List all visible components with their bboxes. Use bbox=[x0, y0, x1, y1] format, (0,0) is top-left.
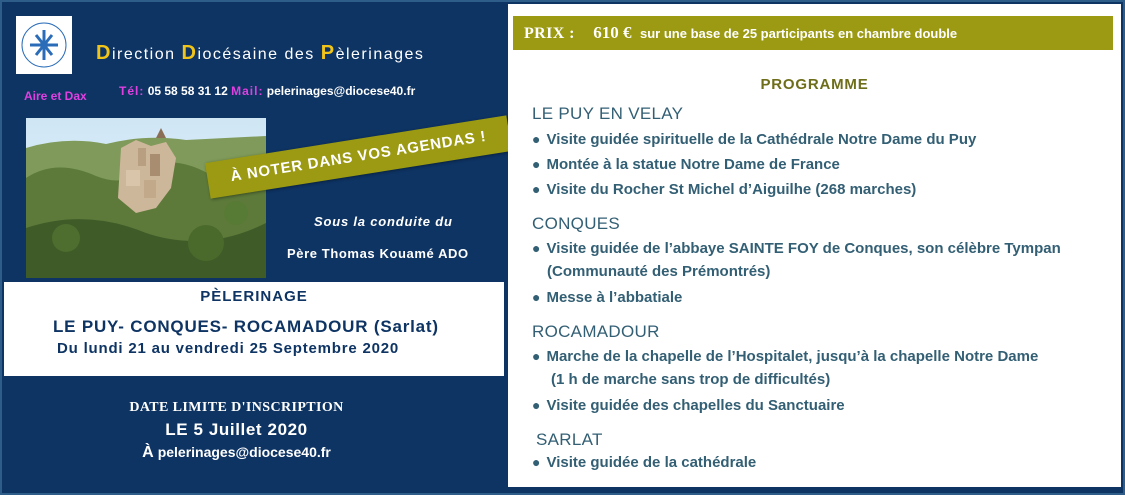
pilgrimage-route: LE PUY- CONQUES- ROCAMADOUR (Sarlat) bbox=[53, 317, 439, 336]
price-bar bbox=[513, 16, 1113, 50]
bullet-icon: ● bbox=[532, 397, 541, 413]
diocese-logo bbox=[16, 16, 72, 74]
list-item: ● Visite guidée des chapelles du Sanctuaire bbox=[532, 397, 845, 414]
list-item-continuation: (1 h de marche sans trop de difficultés) bbox=[551, 371, 831, 388]
bullet-icon: ● bbox=[532, 454, 541, 470]
price-amount: 610 € bbox=[593, 23, 632, 42]
pilgrimage-title: PÈLERINAGE bbox=[200, 288, 308, 305]
section-title-conques: CONQUES bbox=[532, 214, 621, 233]
registration-contact bbox=[4, 444, 469, 462]
list-item: ● Visite guidée de l’abbaye SAINTE FOY de Conques, son célèbre Tympan bbox=[532, 240, 1061, 257]
bullet-icon: ● bbox=[532, 240, 541, 256]
rocamadour-photo bbox=[26, 118, 266, 278]
guide-name: Père Thomas Kouamé ADO bbox=[287, 246, 469, 261]
email-prefix: À bbox=[142, 444, 154, 461]
programme-title: PROGRAMME bbox=[760, 76, 869, 93]
region-label: Aire et Dax bbox=[24, 89, 87, 103]
list-item: ● Visite guidée de la cathédrale bbox=[532, 454, 757, 471]
list-item: ● Montée à la statue Notre Dame de France bbox=[532, 156, 840, 173]
tel-label: Tél: bbox=[119, 84, 145, 98]
section-title-le-puy: LE PUY EN VELAY bbox=[532, 104, 684, 123]
bullet-icon: ● bbox=[532, 181, 541, 197]
email-link[interactable]: pelerinages@diocese40.fr bbox=[266, 84, 416, 98]
deadline-date: LE 5 Juillet 2020 bbox=[165, 420, 308, 439]
list-item: ● Visite guidée spirituelle de la Cathédrale Notre Dame du Puy bbox=[532, 131, 977, 148]
guide-intro: Sous la conduite du bbox=[314, 214, 453, 229]
header-panel bbox=[4, 4, 504, 282]
list-item-continuation: (Communauté des Prémontrés) bbox=[547, 263, 771, 280]
price-label: PRIX : bbox=[524, 25, 575, 42]
bullet-icon: ● bbox=[532, 348, 541, 364]
agenda-banner: À NOTER DANS VOS AGENDAS ! bbox=[205, 115, 512, 198]
pilgrimage-dates: Du lundi 21 au vendredi 25 Septembre 2020 bbox=[57, 340, 400, 357]
bullet-icon: ● bbox=[532, 131, 541, 147]
pilgrimage-logo-icon bbox=[18, 18, 70, 72]
deadline-label: DATE LIMITE D'INSCRIPTION bbox=[129, 400, 344, 415]
contact-line bbox=[119, 84, 415, 98]
list-item: ● Messe à l’abbatiale bbox=[532, 289, 683, 306]
list-item: ● Marche de la chapelle de l’Hospitalet, jusqu’à la chapelle Notre Dame bbox=[532, 348, 1039, 365]
price-description: sur une base de 25 participants en chambre double bbox=[640, 26, 958, 41]
bullet-icon: ● bbox=[532, 289, 541, 305]
pilgrimage-panel bbox=[4, 282, 504, 376]
section-title-rocamadour: ROCAMADOUR bbox=[532, 322, 660, 341]
list-item: ● Visite du Rocher St Michel d’Aiguilhe (268 marches) bbox=[532, 181, 917, 198]
bullet-icon: ● bbox=[532, 156, 541, 172]
mail-label: Mail: bbox=[231, 84, 264, 98]
organization-title: Direction Diocésaine des Pèlerinages bbox=[96, 42, 425, 64]
section-title-sarlat: SARLAT bbox=[536, 430, 603, 449]
programme-panel bbox=[508, 4, 1121, 487]
registration-panel bbox=[4, 376, 504, 487]
registration-email-link[interactable]: pelerinages@diocese40.fr bbox=[157, 444, 331, 460]
phone-number[interactable]: 05 58 58 31 12 bbox=[147, 84, 228, 98]
